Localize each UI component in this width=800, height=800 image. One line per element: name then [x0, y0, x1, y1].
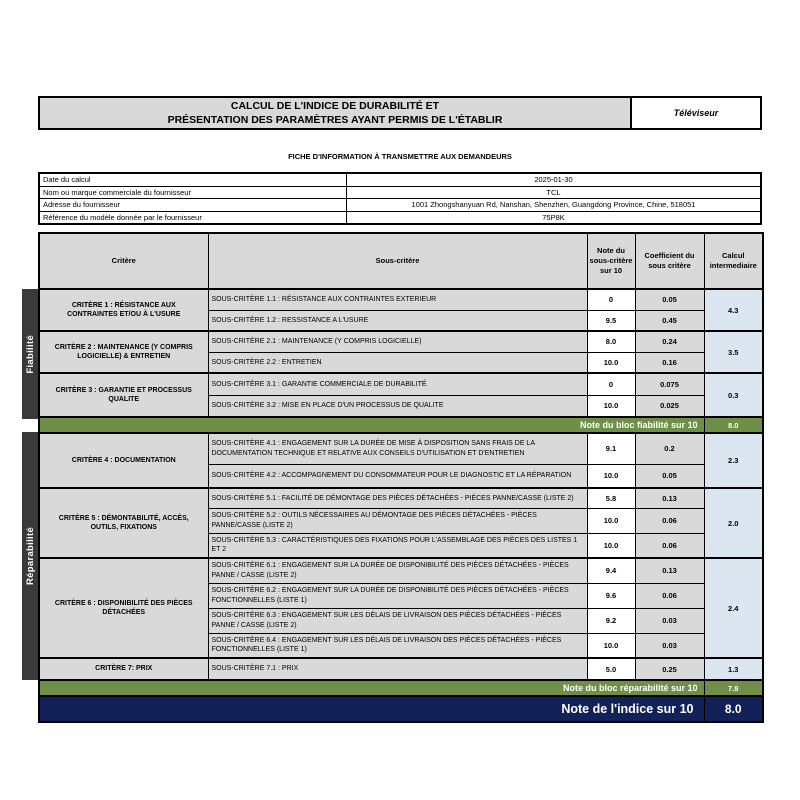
sous-critere-4-2-note: 10.0	[587, 464, 635, 488]
table-row	[39, 211, 761, 224]
sous-critere-4-1-label: SOUS-CRITÈRE 4.1 : ENGAGEMENT SUR LA DURÉE DE MISE À DISPOSITION SANS FRAIS DE LA DOCUMENTATION TECHNIQUE ET RELATIVE AUX CONSEILS D'UTILISATION ET D'ENTRETIEN	[208, 433, 587, 464]
sous-critere-3-2-note: 10.0	[587, 395, 635, 417]
sous-critere-5-3-note: 10.0	[587, 533, 635, 558]
sous-critere-4-2-coeff: 0.05	[635, 464, 704, 488]
info-value-model-ref: 75P8K	[347, 211, 762, 224]
info-label-model-ref: Référence du modèle donnée par le fournisseur	[39, 211, 347, 224]
sous-critere-5-3-coeff: 0.06	[635, 533, 704, 558]
sous-critere-1-2-coeff: 0.45	[635, 310, 704, 331]
info-label-brand: Nom ou marque commerciale du fournisseur	[39, 186, 347, 199]
sous-critere-3-1-note: 0	[587, 373, 635, 395]
sous-critere-4-1-note: 9.1	[587, 433, 635, 464]
critere-2-cell: CRITÈRE 2 : MAINTENANCE (Y COMPRIS LOGICIELLE) & ENTRETIEN	[39, 331, 208, 373]
supplier-info-table	[38, 172, 762, 225]
document-title-line1: CALCUL DE L'INDICE DE DURABILITÉ ET	[230, 100, 440, 112]
critere-6-calc: 2.4	[704, 558, 763, 658]
critere-1-calc: 4.3	[704, 289, 763, 331]
sous-critere-2-2-note: 10.0	[587, 352, 635, 373]
sous-critere-6-4-label: SOUS-CRITÈRE 6.4 : ENGAGEMENT SUR LES DÉLAIS DE LIVRAISON DES PIÈCES DÉTACHÉES - PIÈCES FONCTIONNELLES (LISTE 1)	[208, 633, 587, 658]
sous-critere-2-2-coeff: 0.16	[635, 352, 704, 373]
sous-critere-5-1-note: 5.8	[587, 488, 635, 508]
critere-5-calc: 2.0	[704, 488, 763, 558]
final-index-label: Note de l'indice sur 10	[39, 696, 704, 722]
critere-2-calc: 3.5	[704, 331, 763, 373]
table-row	[39, 558, 763, 583]
sous-critere-5-2-note: 10.0	[587, 508, 635, 533]
info-value-brand: TCL	[347, 186, 762, 199]
document-title-line2: PRÉSENTATION DES PARAMÈTRES AYANT PERMIS DE L'ÉTABLIR	[167, 114, 503, 126]
sous-critere-4-1-coeff: 0.2	[635, 433, 704, 464]
critere-3-cell: CRITÈRE 3 : GARANTIE ET PROCESSUS QUALITE	[39, 373, 208, 417]
sous-critere-5-1-coeff: 0.13	[635, 488, 704, 508]
fiche-subtitle: FICHE D'INFORMATION À TRANSMETTRE AUX DEMANDEURS	[288, 152, 512, 161]
document-header	[38, 96, 762, 130]
criteria-table	[38, 232, 764, 723]
sous-critere-7-1-label: SOUS-CRITÈRE 7.1 : PRIX	[208, 658, 587, 680]
sous-critere-1-1-label: SOUS-CRITÈRE 1.1 : RÉSISTANCE AUX CONTRAINTES EXTERIEUR	[208, 289, 587, 310]
table-header-row	[39, 233, 763, 289]
col-header-note: Note du sous-critère sur 10	[587, 233, 635, 289]
table-row	[39, 173, 761, 186]
criteria-section	[21, 232, 762, 716]
critere-4-calc: 2.3	[704, 433, 763, 488]
table-row	[39, 186, 761, 199]
col-header-sous-critere: Sous-critère	[208, 233, 587, 289]
sous-critere-2-1-label: SOUS-CRITÈRE 2.1 : MAINTENANCE (Y COMPRIS LOGICIELLE)	[208, 331, 587, 352]
sous-critere-6-1-note: 9.4	[587, 558, 635, 583]
sous-critere-1-1-coeff: 0.05	[635, 289, 704, 310]
table-row	[39, 658, 763, 680]
sous-critere-5-2-label: SOUS-CRITÈRE 5.2 : OUTILS NÉCESSAIRES AU DÉMONTAGE DES PIÈCES DÉTACHÉES - PIÈCES PANNE/CASSE (LISTE 2)	[208, 508, 587, 533]
fiability-block-sidebar	[22, 289, 38, 419]
sous-critere-6-4-note: 10.0	[587, 633, 635, 658]
table-row	[39, 433, 763, 464]
info-label-date: Date du calcul	[39, 173, 347, 186]
sous-critere-6-3-label: SOUS-CRITÈRE 6.3 : ENGAGEMENT SUR LES DÉLAIS DE LIVRAISON DES PIÈCES DÉTACHÉES - PIÈCES PANNE / CASSE (LISTE 2)	[208, 608, 587, 633]
sous-critere-7-1-coeff: 0.25	[635, 658, 704, 680]
repairability-note-value: 7.9	[704, 680, 763, 696]
sous-critere-6-3-coeff: 0.03	[635, 608, 704, 633]
final-index-value: 8.0	[704, 696, 763, 722]
critere-6-cell: CRITÈRE 6 : DISPONIBILITÉ DES PIÈCES DÉTACHÉES	[39, 558, 208, 658]
sous-critere-2-2-label: SOUS-CRITÈRE 2.2 : ENTRETIEN	[208, 352, 587, 373]
sous-critere-1-2-note: 9.5	[587, 310, 635, 331]
sous-critere-6-1-label: SOUS-CRITÈRE 6.1 : ENGAGEMENT SUR LA DURÉE DE DISPONIBILITÉ DES PIÈCES DÉTACHÉES - PIÈCES PANNE / CASSE (LISTE 2)	[208, 558, 587, 583]
sous-critere-3-1-coeff: 0.075	[635, 373, 704, 395]
sous-critere-6-2-note: 9.6	[587, 583, 635, 608]
table-row	[39, 289, 763, 310]
fiability-block-label: Fiabilité	[24, 334, 36, 374]
sous-critere-2-1-note: 8.0	[587, 331, 635, 352]
sous-critere-5-3-label: SOUS-CRITÈRE 5.3 : CARACTÉRISTIQUES DES FIXATIONS POUR L'ASSEMBLAGE DES PIÈCES DES LISTES 1 ET 2	[208, 533, 587, 558]
critere-3-calc: 0.3	[704, 373, 763, 417]
col-header-coefficient: Coefficient du sous critère	[635, 233, 704, 289]
critere-7-calc: 1.3	[704, 658, 763, 680]
sous-critere-3-2-label: SOUS-CRITÈRE 3.2 : MISE EN PLACE D'UN PROCESSUS DE QUALITE	[208, 395, 587, 417]
sous-critere-6-4-coeff: 0.03	[635, 633, 704, 658]
fiability-note-label: Note du bloc fiabilité sur 10	[39, 417, 704, 433]
product-category-label: Téléviseur	[630, 96, 762, 130]
table-row	[39, 373, 763, 395]
sous-critere-3-2-coeff: 0.025	[635, 395, 704, 417]
info-label-address: Adresse du fournisseur	[39, 199, 347, 212]
sous-critere-6-2-coeff: 0.06	[635, 583, 704, 608]
sous-critere-2-1-coeff: 0.24	[635, 331, 704, 352]
table-row	[39, 488, 763, 508]
info-value-address: 1001 Zhongshanyuan Rd, Nanshan, Shenzhen, Guangdong Province, Chine, 518051	[347, 199, 762, 212]
final-index-row	[39, 696, 763, 722]
fiability-note-value: 8.0	[704, 417, 763, 433]
sous-critere-7-1-note: 5.0	[587, 658, 635, 680]
sous-critere-1-1-note: 0	[587, 289, 635, 310]
critere-7-cell: CRITÈRE 7: PRIX	[39, 658, 208, 680]
table-row	[39, 199, 761, 212]
col-header-critere: Critère	[39, 233, 208, 289]
sous-critere-5-2-coeff: 0.06	[635, 508, 704, 533]
sous-critere-4-2-label: SOUS-CRITÈRE 4.2 : ACCOMPAGNEMENT DU CONSOMMATEUR POUR LE DIAGNOSTIC ET LA RÉPARATION	[208, 464, 587, 488]
critere-5-cell: CRITÈRE 5 : DÉMONTABILITÉ, ACCÈS, OUTILS, FIXATIONS	[39, 488, 208, 558]
sous-critere-6-3-note: 9.2	[587, 608, 635, 633]
repairability-block-label: Réparabilité	[24, 527, 36, 585]
sous-critere-1-2-label: SOUS-CRITÈRE 1.2 : RESSISTANCE A L'USURE	[208, 310, 587, 331]
repairability-block-sidebar	[22, 432, 38, 680]
table-row	[39, 331, 763, 352]
sous-critere-6-2-label: SOUS-CRITÈRE 6.2 : ENGAGEMENT SUR LA DURÉE DE DISPONIBILITÉ DES PIÈCES DÉTACHÉES - PIÈCES FONCTIONNELLES (LISTE 1)	[208, 583, 587, 608]
critere-4-cell: CRITÈRE 4 : DOCUMENTATION	[39, 433, 208, 488]
document-title	[38, 96, 630, 130]
sous-critere-6-1-coeff: 0.13	[635, 558, 704, 583]
fiability-note-row	[39, 417, 763, 433]
info-value-date: 2025-01-30	[347, 173, 762, 186]
sous-critere-5-1-label: SOUS-CRITÈRE 5.1 : FACILITÉ DE DÉMONTAGE DES PIÈCES DÉTACHÉES - PIÈCES PANNE/CASSE (LISTE 2)	[208, 488, 587, 508]
sous-critere-3-1-label: SOUS-CRITÈRE 3.1 : GARANTIE COMMERCIALE DE DURABILITÉ	[208, 373, 587, 395]
col-header-calcul: Calcul intermediaire	[704, 233, 763, 289]
repairability-note-label: Note du bloc réparabilité sur 10	[39, 680, 704, 696]
critere-1-cell: CRITÈRE 1 : RÉSISTANCE AUX CONTRAINTES ET/OU À L'USURE	[39, 289, 208, 331]
repairability-note-row	[39, 680, 763, 696]
